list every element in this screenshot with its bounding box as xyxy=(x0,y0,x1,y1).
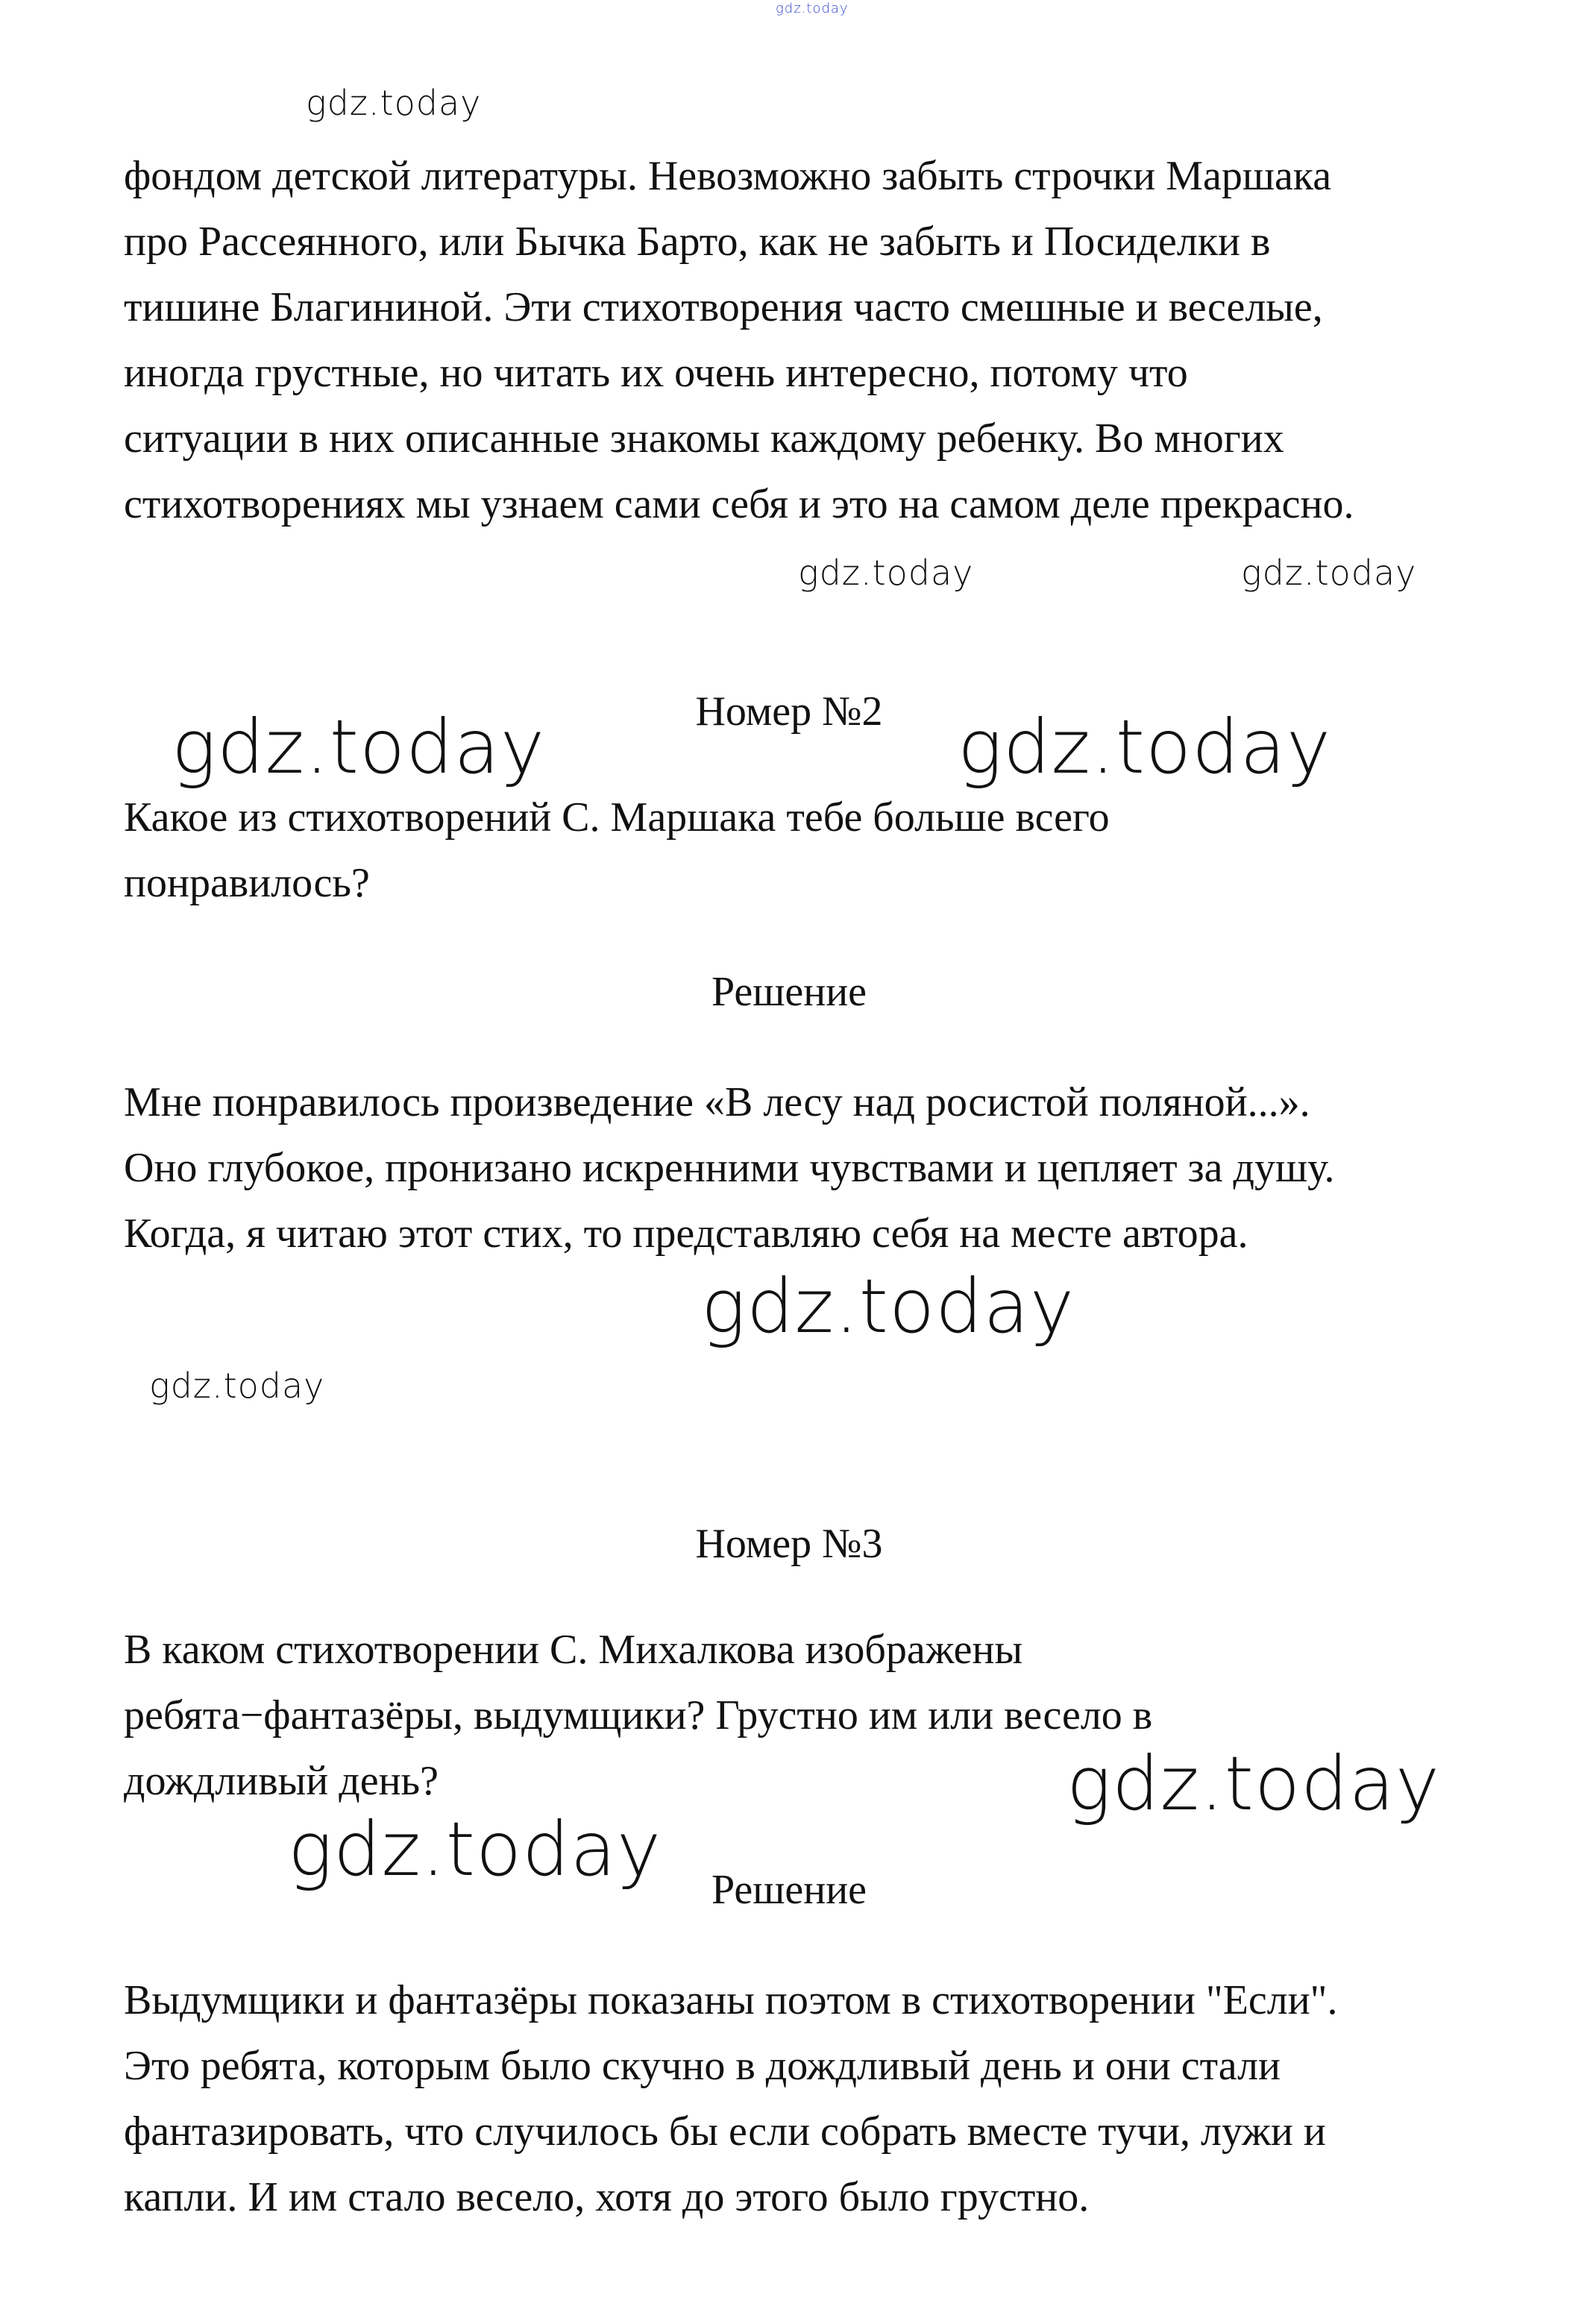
text-line: ситуации в них описанные знакомы каждому ребенку. Во многих xyxy=(124,415,1284,462)
watermark: gdz.today xyxy=(149,1366,325,1406)
question-line: понравилось? xyxy=(124,860,370,906)
question-line: ребята−фантазёры, выдумщики? Грустно им или весело в xyxy=(124,1692,1153,1738)
question-line: дождливый день? xyxy=(124,1758,439,1804)
watermark: gdz.today xyxy=(172,703,546,791)
watermark-top: gdz.today xyxy=(776,1,849,16)
watermark: gdz.today xyxy=(1241,553,1417,593)
question-line: Какое из стихотворений С. Маршака тебе больше всего xyxy=(124,794,1110,841)
watermark: gdz.today xyxy=(306,83,482,123)
solution-label: Решение xyxy=(711,1867,867,1913)
watermark: gdz.today xyxy=(798,553,974,593)
text-line: иногда грустные, но читать их очень интересно, потому что xyxy=(124,350,1188,396)
answer-line: фантазировать, что случилось бы если собрать вместе тучи, лужи и xyxy=(124,2108,1326,2155)
task-title: Номер №2 xyxy=(695,688,883,735)
text-line: стихотворениях мы узнаем сами себя и это на самом деле прекрасно. xyxy=(124,481,1354,527)
question-line: В каком стихотворении С. Михалкова изображены xyxy=(124,1627,1023,1673)
text-line: тишине Благининой. Эти стихотворения часто смешные и веселые, xyxy=(124,284,1323,330)
watermark: gdz.today xyxy=(288,1806,662,1893)
answer-line: Оно глубокое, пронизано искренними чувствами и цепляет за душу. xyxy=(124,1145,1335,1191)
answer-line: капли. И им стало весело, хотя до этого было грустно. xyxy=(124,2174,1090,2220)
text-line: про Рассеянного, или Бычка Барто, как не забыть и Посиделки в xyxy=(124,219,1271,265)
answer-line: Когда, я читаю этот стих, то представляю себя на месте автора. xyxy=(124,1210,1248,1257)
watermark: gdz.today xyxy=(1066,1740,1441,1827)
watermark: gdz.today xyxy=(958,703,1332,791)
task-title: Номер №3 xyxy=(695,1521,883,1567)
answer-line: Это ребята, которым было скучно в дождливый день и они стали xyxy=(124,2043,1281,2089)
solution-label: Решение xyxy=(711,969,867,1015)
text-line: фондом детской литературы. Невозможно забыть строчки Маршака xyxy=(124,153,1332,199)
answer-line: Выдумщики и фантазёры показаны поэтом в стихотворении "Если". xyxy=(124,1977,1338,2023)
answer-line: Мне понравилось произведение «В лесу над росистой поляной...». xyxy=(124,1079,1310,1125)
watermark: gdz.today xyxy=(701,1263,1075,1350)
